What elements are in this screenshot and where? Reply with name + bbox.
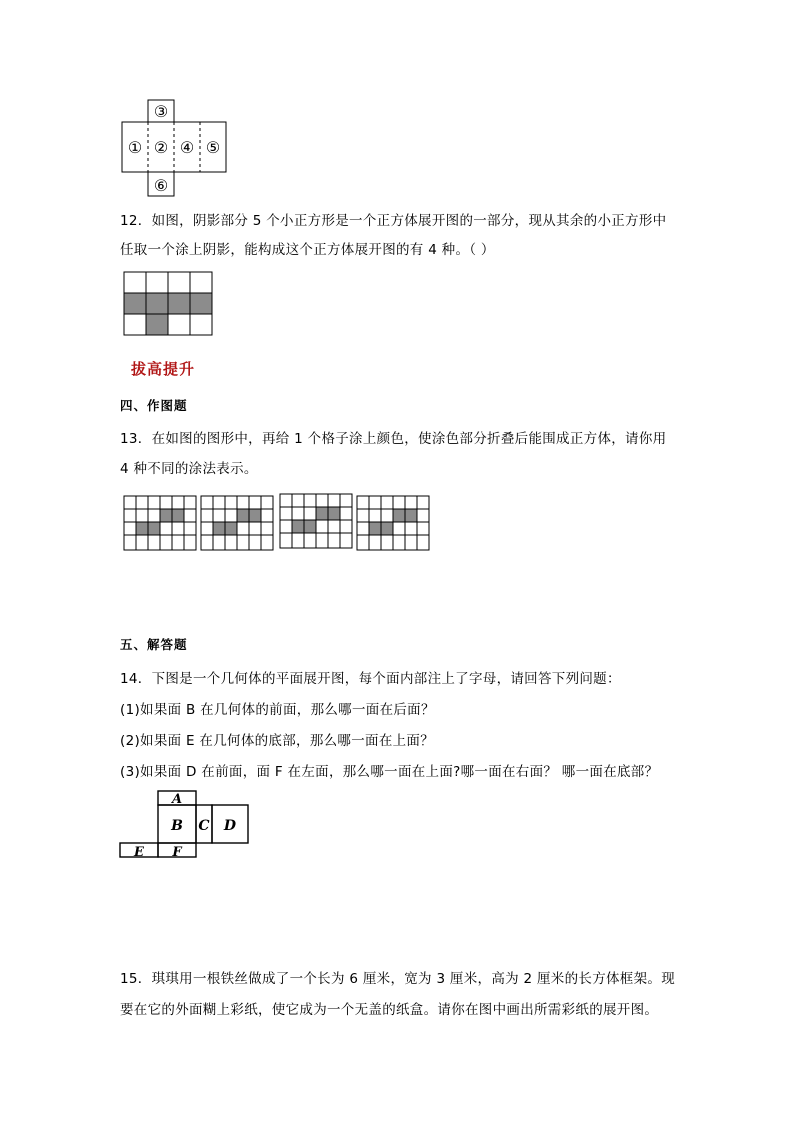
question-13-line-2: 4 种不同的涂法表示。 bbox=[120, 461, 258, 477]
face-F: F bbox=[172, 845, 182, 860]
question-14-line-1: 14．下图是一个几何体的平面展开图，每个面内部注上了字母，请回答下列问题： bbox=[120, 671, 621, 687]
letter-net-figure bbox=[118, 788, 252, 860]
q13-grid-1 bbox=[123, 494, 197, 552]
question-12-line-1: 12．如图，阴影部分 5 个小正方形是一个正方体展开图的一部分，现从其余的小正方形中 bbox=[120, 213, 667, 229]
question-14-sub-3: (3)如果面 D 在前面，面 F 在左面，那么哪一面在上面?哪一面在右面？ 哪一面在底部？ bbox=[120, 764, 659, 780]
section-title-drawing: 四、作图题 bbox=[120, 398, 188, 413]
face-B: B bbox=[171, 818, 183, 834]
face-label-1: ① bbox=[127, 138, 143, 157]
question-15-line-1: 15．琪琪用一根铁丝做成了一个长为 6 厘米，宽为 3 厘米，高为 2 厘米的长方体框架。现 bbox=[120, 971, 675, 987]
question-14-sub-1: (1)如果面 B 在几何体的前面，那么哪一面在后面？ bbox=[120, 702, 435, 718]
face-D: D bbox=[223, 818, 237, 834]
face-label-6: ⑥ bbox=[153, 176, 169, 195]
face-label-4: ④ bbox=[179, 138, 195, 157]
q13-grid-2 bbox=[200, 494, 274, 552]
q13-grid-4 bbox=[356, 494, 430, 552]
q13-grid-3 bbox=[279, 492, 353, 550]
face-C: C bbox=[198, 818, 210, 834]
face-label-2: ② bbox=[153, 138, 169, 157]
cube-net-figure-1 bbox=[118, 96, 230, 200]
section-title-answers: 五、解答题 bbox=[120, 637, 188, 652]
face-E: E bbox=[134, 845, 144, 860]
shaded-grid-q12 bbox=[122, 270, 214, 338]
section-title-advanced: 拔高提升 bbox=[131, 360, 196, 378]
face-label-3: ③ bbox=[153, 102, 169, 121]
question-14-sub-2: (2)如果面 E 在几何体的底部，那么哪一面在上面？ bbox=[120, 733, 435, 749]
face-A: A bbox=[171, 792, 183, 807]
question-15-line-2: 要在它的外面糊上彩纸，使它成为一个无盖的纸盒。请你在图中画出所需彩纸的展开图。 bbox=[120, 1002, 659, 1018]
question-13-line-1: 13．在如图的图形中，再给 1 个格子涂上颜色，使涂色部分折叠后能围成正方体，请你用 bbox=[120, 431, 667, 447]
face-label-5: ⑤ bbox=[205, 138, 221, 157]
question-12-line-2: 任取一个涂上阴影，能构成这个正方体展开图的有 4 种。（ ） bbox=[120, 242, 495, 258]
